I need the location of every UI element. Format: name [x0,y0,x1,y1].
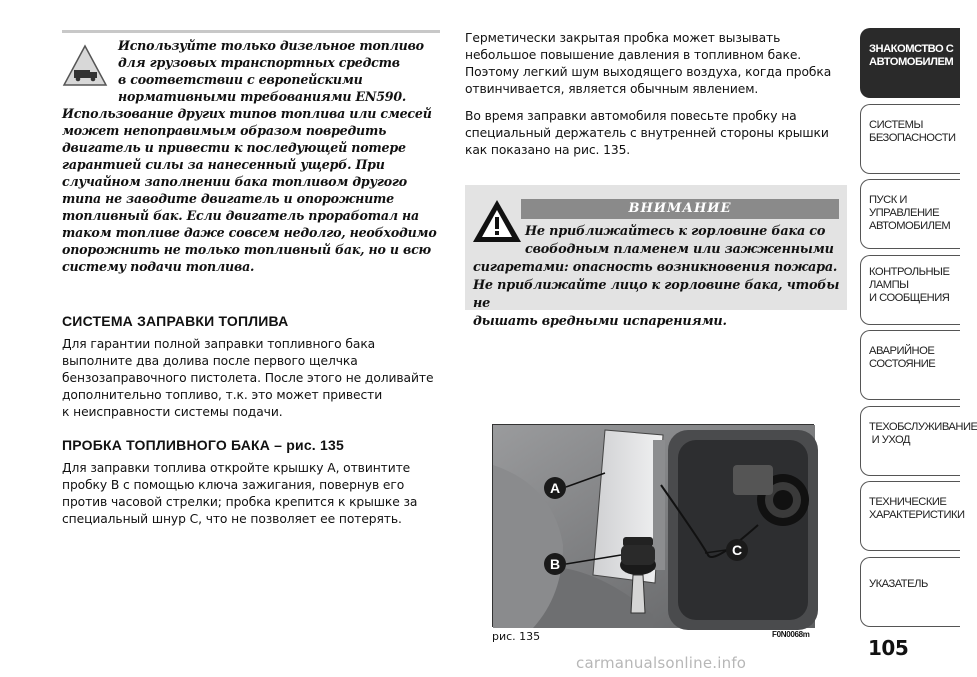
paragraph-line: Во время заправки автомобиля повесьте пробку на [465,109,797,123]
diesel-line: Используйте только дизельное топливо [118,38,424,53]
paragraph-line: Для гарантии полной заправки топливного бака [62,337,376,351]
tab-safety-systems[interactable] [860,104,960,174]
paragraph-line: к неисправности системы подачи. [62,405,283,419]
callout-leader-lines [493,425,815,628]
paragraph-line: отвинчивается, является обычным явлением. [465,82,759,96]
figure-code: F0N0068m [772,630,810,639]
diesel-line: систему подачи топлива. [62,259,255,274]
paragraph-line: как показано на рис. 135. [465,143,631,157]
tab-vehicle-introduction[interactable] [860,28,960,98]
warning-line: сигаретами: опасность возникновения пожара. [473,260,838,275]
paragraph-line: небольшое повышение давления в топливном баке. [465,48,802,62]
tab-emergency[interactable] [860,330,960,400]
fuel-system-paragraph [62,336,442,421]
diesel-line: двигатель и привести к последующей потере [62,140,406,155]
pressure-paragraph [465,30,845,98]
right-column [465,30,845,159]
diesel-line: может непоправимым образом повредить [62,123,387,138]
warning-line: свободным пламенем или зажженными [525,242,834,257]
tab-label-line: АВТОМОБИЛЕМ [869,56,954,68]
tab-warning-lights[interactable] [860,255,960,325]
warning-header: ВНИМАНИЕ [521,199,839,219]
callout-label-a: A [544,477,566,499]
diesel-line: гарантией силы за нанесенный ущерб. При [62,157,385,172]
paragraph-line: специальный шнур C, что не позволяет ее потерять. [62,512,402,526]
fuel-truck-warning-icon [62,43,108,89]
warning-line: Не приближайтесь к горловине бака со [525,224,826,239]
callout-label-b: B [544,553,566,575]
diesel-line: для грузовых транспортных средств [118,55,400,70]
paragraph-line: выполните два долива после первого щелчка [62,354,358,368]
paragraph-line: против часовой стрелки; пробка крепится к крышке за [62,495,418,509]
tab-label-line: УКАЗАТЕЛЬ [869,577,928,590]
tab-label-line: ХАРАКТЕРИСТИКИ [869,509,965,521]
tab-maintenance[interactable] [860,406,977,476]
tab-label-line: СИСТЕМЫ [869,118,923,131]
diesel-line: случайном заполнении бака топливом другого [62,174,407,189]
tab-label-line: И СООБЩЕНИЯ [869,291,950,304]
chapter-tabs [860,28,977,632]
diesel-line: Использование других типов топлива или смесей [62,106,432,121]
top-rule [62,30,440,33]
tab-label-line: СОСТОЯНИЕ [869,358,936,370]
diesel-note [62,37,442,275]
figure-fuel-cap-photo [492,424,814,627]
tab-index[interactable] [860,557,960,627]
tab-label-line: ТЕХОБСЛУЖИВАНИЕ [869,420,977,433]
left-column [62,30,442,528]
tab-label-line: ЗНАКОМСТВО С [869,43,954,55]
tab-label-line: БЕЗОПАСНОСТИ [869,131,956,144]
paragraph-line: Для заправки топлива откройте крышку A, отвинтите [62,461,411,475]
tab-label-line: КОНТРОЛЬНЫЕ [869,265,950,278]
fuel-cap-paragraph [62,460,442,528]
section-title-fuel-cap: ПРОБКА ТОПЛИВНОГО БАКА – рис. 135 [62,437,344,453]
tab-label-line: АВАРИЙНОЕ [869,345,935,357]
watermark-text: carmanualsonline.info [576,654,747,672]
figure-caption: рис. 135 [492,630,541,643]
page-number: 105 [868,636,909,660]
tab-label-line: ТЕХНИЧЕСКИЕ [869,496,947,508]
diesel-line: таком топливе даже совсем недолго, необходимо [62,225,437,240]
warning-line: Не приближайте лицо к горловине бака, чтобы не [473,278,840,311]
callout-label-c: C [726,539,748,561]
tab-label-line: И УХОД [869,433,910,446]
paragraph-line: дополнительно топливо, т.к. это может привести [62,388,383,402]
diesel-line: топливный бак. Если двигатель проработал на [62,208,419,223]
paragraph-line: бензозаправочного пистолета. После этого не доливайте [62,371,434,385]
diesel-line: в соответствии с европейскими [118,72,363,87]
warning-box [465,185,847,329]
warning-text [473,223,845,331]
tab-label-line: АВТОМОБИЛЕМ [869,220,951,232]
tab-technical-specs[interactable] [860,481,965,551]
paragraph-line: Поэтому легкий шум выходящего воздуха, когда пробка [465,65,832,79]
holder-paragraph [465,108,845,159]
paragraph-line: Герметически закрытая пробка может вызывать [465,31,781,45]
warning-line: дышать вредными испарениями. [473,314,727,329]
section-title-fuel-system: СИСТЕМА ЗАПРАВКИ ТОПЛИВА [62,313,289,329]
tab-label-line: ЛАМПЫ [869,278,909,291]
diesel-line: типа не заводите двигатель и опорожните [62,191,394,206]
paragraph-line: пробку B с помощью ключа зажигания, повернув его [62,478,405,492]
tab-label-line: ПУСК И УПРАВЛЕНИЕ [869,194,940,219]
tab-starting-driving[interactable] [860,179,960,249]
diesel-line: нормативными требованиями EN590. [118,89,407,104]
paragraph-line: специальный держатель с внутренней стороны крышки [465,126,829,140]
diesel-line: опорожнить не только топливный бак, но и всю [62,242,431,257]
